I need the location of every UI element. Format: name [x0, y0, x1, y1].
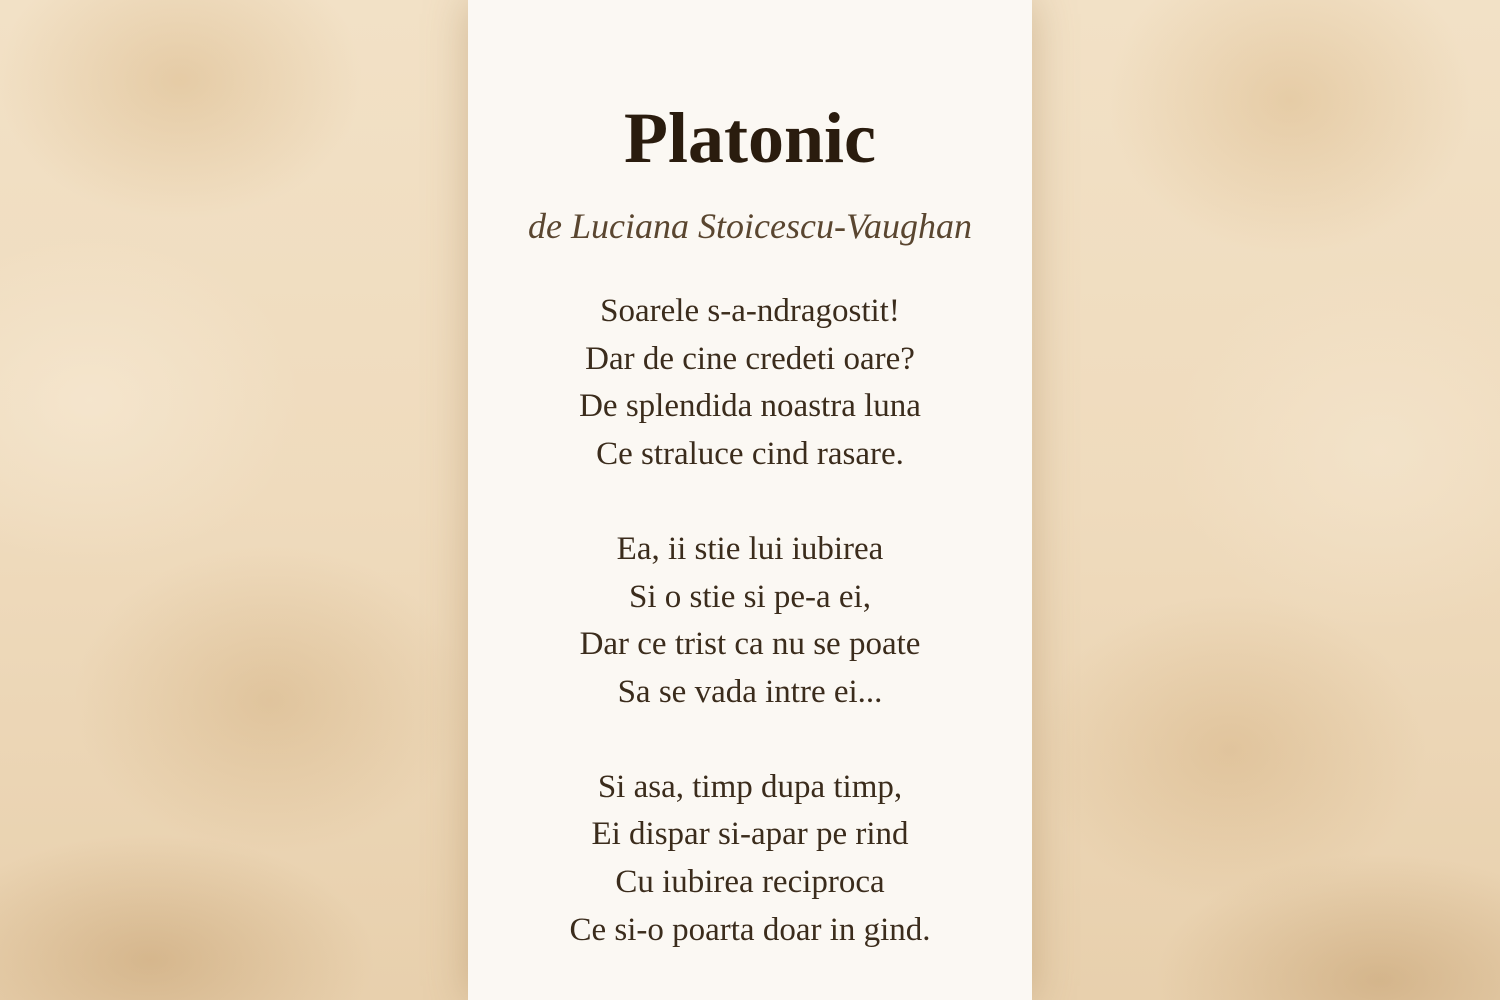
poem-page	[468, 0, 1032, 1000]
verse-line: Soarele s-a-ndragostit!	[600, 293, 900, 329]
verse-line: Ce si-o poarta doar in gind.	[569, 911, 931, 948]
poem-body	[468, 288, 1032, 954]
verse-line: Sa se vada intre ei...	[617, 673, 883, 710]
verse-line: De splendida noastra luna	[579, 388, 921, 425]
stanza-1	[468, 288, 1032, 479]
verse-line: Si asa, timp dupa timp,	[597, 768, 903, 805]
stanza-3	[468, 764, 1032, 955]
verse-line: Cu iubirea reciproca	[615, 864, 885, 901]
poem-title: Platonic	[624, 98, 876, 178]
verse-line: Dar ce trist ca nu se poate	[579, 626, 921, 663]
verse-line: Ei dispar si-apar pe rind	[591, 816, 909, 853]
verse-line: Ea, ii stie lui iubirea	[616, 530, 884, 567]
stanza-2	[468, 526, 1032, 717]
verse-line: Ce straluce cind rasare.	[596, 436, 904, 473]
verse-line: Si o stie si pe-a ei,	[629, 578, 871, 615]
verse-line: Dar de cine credeti oare?	[585, 340, 915, 377]
poem-author: de Luciana Stoicescu-Vaughan	[528, 206, 972, 246]
